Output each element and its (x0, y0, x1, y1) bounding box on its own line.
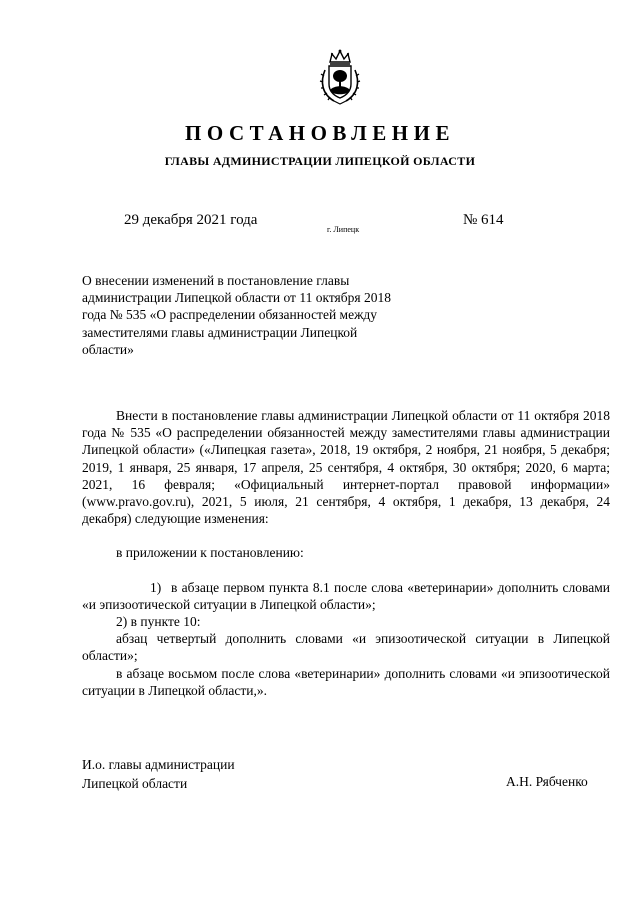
signatory-title (82, 755, 235, 793)
subject-line: года № 535 «О распределении обязанностей между (82, 307, 378, 323)
document-date: 29 декабря 2021 года (124, 212, 258, 228)
signatory-title-line: И.о. главы администрации (82, 757, 235, 772)
document-body (82, 407, 610, 699)
document-city: г. Липецк (327, 225, 360, 234)
item-1-text: в абзаце первом пункта 8.1 после слова «ветеринарии» дополнить словами «и эпизоотической ситуации в Липецкой области»; (82, 579, 610, 612)
subject-line: области» (82, 341, 134, 357)
item-1-paragraph (82, 579, 610, 613)
document-type-title: ПОСТАНОВЛЕНИЕ (185, 121, 455, 145)
item-2-paragraph (82, 613, 610, 630)
subject-line: администрации Липецкой области от 11 октября 2018 (82, 290, 391, 306)
item-2-text: в пункте 10: (127, 614, 201, 630)
intro-paragraph: Внести в постановление главы администрации Липецкой области от 11 октября 2018 года № 535 «О распределении обязанностей между заместителями главы администрации Липецкой области» («Липецкая газета», 2018, 19 октября, 2 ноября, 21 ноября, 5 декабря; 2019, 1 января, 25 января, 17 апреля, 25 сентября, 4 октября, 30 октября; 2020, 6 марта; 2021, 16 февраля; «Официальный интернет-портал правовой информации» (www.pravo.gov.ru), 2021, 5 июля, 21 сентября, 4 октября, 1 декабря, 13 декабря, 24 декабря) следующие изменения: (82, 408, 610, 527)
document-number: № 614 (463, 212, 504, 228)
item-1-number: 1) (150, 579, 162, 595)
appendix-paragraph: в приложении к постановлению: (116, 545, 304, 561)
item-2-number: 2) (116, 614, 128, 630)
subject-line: заместителями главы администрации Липецкой (82, 324, 358, 340)
coat-of-arms-icon (318, 48, 362, 106)
document-subject (82, 272, 412, 358)
signatory-name: А.Н. Рябченко (506, 774, 588, 789)
sub-item-1-paragraph: абзац четвертый дополнить словами «и эпизоотической ситуации в Липецкой области»; (82, 631, 610, 664)
subject-line: О внесении изменений в постановление главы (82, 273, 350, 288)
signatory-title-line: Липецкой области (82, 776, 188, 791)
sub-item-2-paragraph: в абзаце восьмом после слова «ветеринарии» дополнить словами «и эпизоотической ситуации в Липецкой области,». (82, 665, 610, 698)
issuer-line: ГЛАВЫ АДМИНИСТРАЦИИ ЛИПЕЦКОЙ ОБЛАСТИ (164, 154, 476, 168)
